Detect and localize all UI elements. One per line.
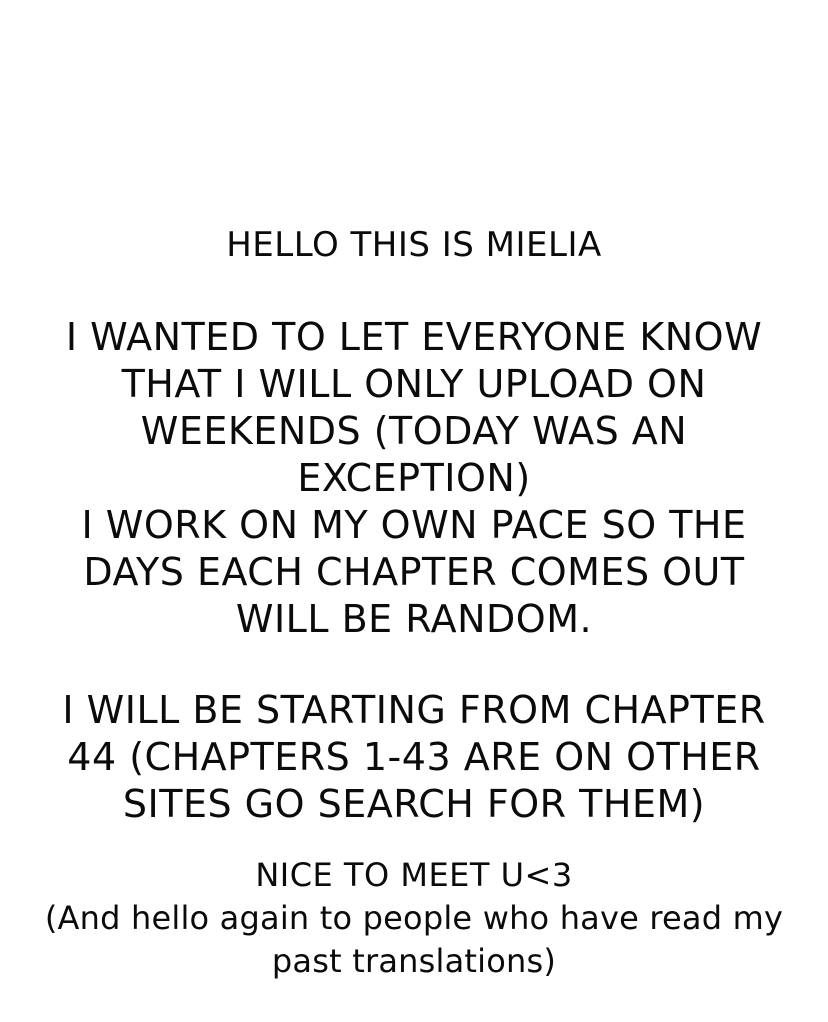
greeting-line-1: HELLO THIS IS MIELIA	[226, 225, 602, 265]
schedule-paragraph	[18, 314, 810, 502]
closing-block	[18, 854, 810, 897]
schedule-line-3: WEEKENDS (TODAY WAS AN	[140, 409, 688, 453]
postscript-line-2: past translations)	[271, 942, 557, 980]
schedule-line-4: EXCEPTION)	[297, 456, 531, 500]
pace-line-1: I WORK ON MY OWN PACE SO THE	[81, 503, 747, 547]
pace-line-2: DAYS EACH CHAPTER COMES OUT	[83, 550, 745, 594]
postscript-line-1: (And hello again to people who have read my	[44, 899, 784, 937]
spacer-1	[18, 268, 810, 314]
spacer-2	[18, 643, 810, 687]
chapters-paragraph	[18, 687, 810, 828]
schedule-line-1: I WANTED TO LET EVERYONE KNOW	[65, 315, 763, 359]
greeting-block	[18, 222, 810, 268]
closing-line-1: NICE TO MEET U<3	[255, 856, 573, 894]
translator-note	[0, 222, 828, 983]
spacer-3	[18, 828, 810, 854]
pace-paragraph	[18, 502, 810, 643]
schedule-line-2: THAT I WILL ONLY UPLOAD ON	[121, 362, 707, 406]
chapters-line-2: 44 (CHAPTERS 1-43 ARE ON OTHER	[67, 735, 761, 779]
pace-line-3: WILL BE RANDOM.	[235, 597, 593, 641]
postscript-block	[18, 897, 810, 983]
chapters-line-3: SITES GO SEARCH FOR THEM)	[122, 782, 706, 826]
chapters-line-1: I WILL BE STARTING FROM CHAPTER	[62, 688, 766, 732]
